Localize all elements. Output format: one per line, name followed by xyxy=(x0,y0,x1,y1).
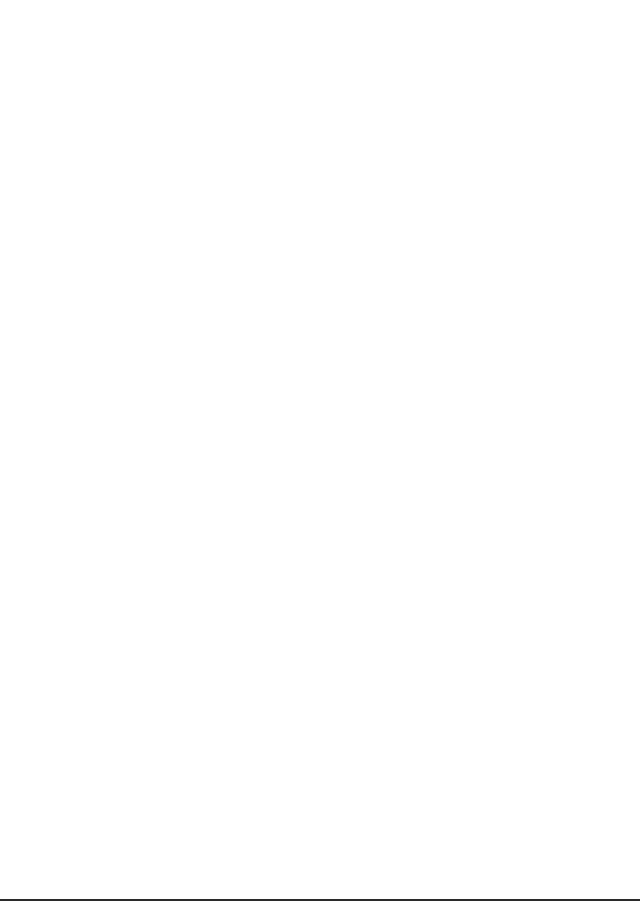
page-bottom-edge xyxy=(0,899,640,901)
